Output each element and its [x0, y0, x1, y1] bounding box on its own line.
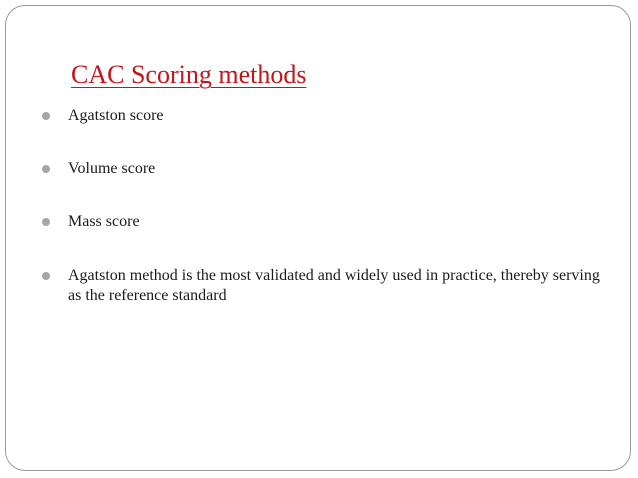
bullet-item [42, 212, 612, 232]
bullet-item [42, 266, 612, 306]
bullet-item [42, 106, 612, 126]
bullet-text: Volume score [68, 160, 156, 177]
bullet-text: Agatston score [68, 107, 164, 124]
bullet-dot-icon [42, 272, 50, 280]
bullet-dot-icon [42, 165, 50, 173]
bullet-text: Agatston method is the most validated and widely used in practice, thereby serving as the reference standard [68, 267, 600, 304]
bullet-item [42, 159, 612, 179]
bullet-dot-icon [42, 218, 50, 226]
slide-title: CAC Scoring methods [71, 60, 307, 89]
bullet-dot-icon [42, 112, 50, 120]
bullet-text: Mass score [68, 213, 140, 230]
